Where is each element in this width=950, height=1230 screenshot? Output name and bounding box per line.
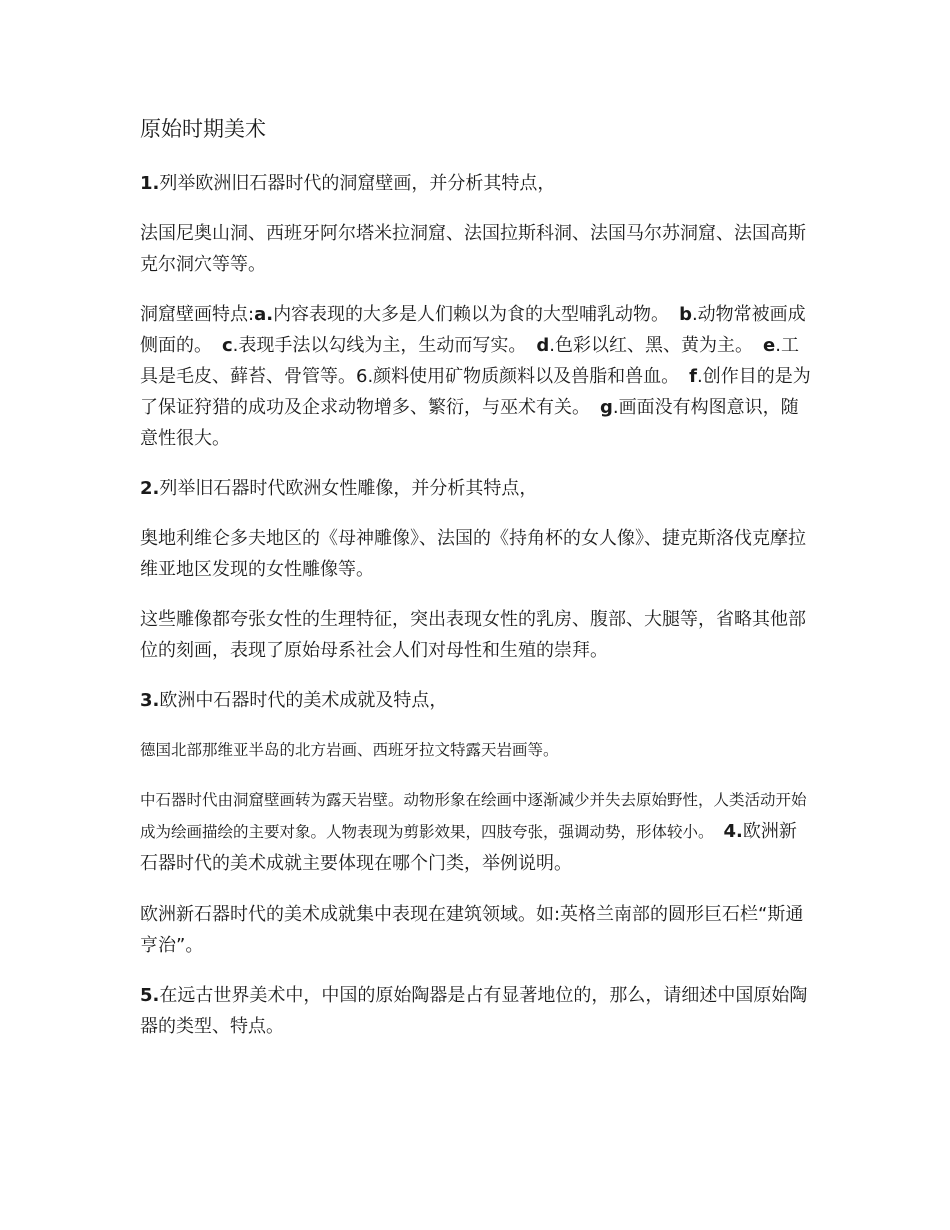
feature-f-mark: f (689, 366, 698, 387)
feature-d-mark: d (536, 335, 550, 356)
feature-d-text: .色彩以红、黑、黄为主。 (549, 335, 754, 356)
question-2-features: 这些雕像都夸张女性的生理特征，突出表现女性的乳房、腹部、大腿等，省略其他部位的刻画，表现了原始母系社会人们对母性和生殖的崇拜。 (140, 609, 806, 661)
feature-b-mark: b (679, 304, 692, 325)
question-2-text: 列举旧石器时代欧洲女性雕像，并分析其特点， (159, 478, 538, 499)
question-4-answer: 欧洲新石器时代的美术成就集中表现在建筑领域。如:英格兰南部的圆形巨石栏“斯通亨治”。 (140, 904, 804, 956)
question-3-features-text: 中石器时代由洞窟壁画转为露天岩壁。动物形象在绘画中逐渐减少并失去原始野性，人类活动开始成为绘画描绘的主要对象。人物表现为剪影效果，四肢夸张，强调动势，形体较小。 (140, 791, 807, 841)
question-1-features (140, 299, 812, 454)
question-3-number: 3. (140, 690, 160, 711)
feature-b-text: .动物常被画成侧面的。 (140, 304, 806, 356)
feature-g-text: .画面没有构图意识，随意性很大。 (140, 397, 799, 449)
question-2 (140, 473, 812, 504)
feature-c-mark: c (222, 335, 233, 356)
question-2-answer: 奥地利维仑多夫地区的《母神雕像》、法国的《持角杯的女人像》、捷克斯洛伐克摩拉维亚地区发现的女性雕像等。 (140, 528, 806, 580)
question-3-features (140, 785, 812, 880)
question-5 (140, 980, 812, 1042)
features-lead: 洞窟壁画特点: (140, 304, 255, 325)
question-1-number: 1. (140, 173, 160, 194)
question-3 (140, 685, 812, 716)
feature-a-mark: a. (254, 304, 274, 325)
feature-e-text: .工具是毛皮、藓苔、骨管等。6.颜料使用矿物质颜料以及兽脂和兽血。 (140, 335, 799, 387)
question-1-answer: 法国尼奥山洞、西班牙阿尔塔米拉洞窟、法国拉斯科洞、法国马尔苏洞窟、法国高斯克尔洞穴等等。 (140, 223, 806, 275)
question-1 (140, 168, 812, 199)
document-title: 原始时期美术 (140, 117, 266, 141)
feature-a-text: 内容表现的大多是人们赖以为食的大型哺乳动物。 (273, 304, 670, 325)
question-4-text: 欧洲新石器时代的美术成就主要体现在哪个门类，举例说明。 (140, 821, 797, 874)
feature-f-text: .创作目的是为了保证狩猎的成功及企求动物增多、繁衍，与巫术有关。 (140, 366, 811, 418)
feature-c-text: .表现手法以勾线为主，生动而写实。 (232, 335, 527, 356)
feature-g-mark: g (600, 397, 613, 418)
question-5-text: 在远古世界美术中，中国的原始陶器是占有显著地位的，那么，请细述中国原始陶器的类型、特点。 (140, 985, 808, 1037)
question-1-text: 列举欧洲旧石器时代的洞窟壁画，并分析其特点， (159, 173, 556, 194)
question-3-answer: 德国北部那维亚半岛的北方岩画、西班牙拉文特露天岩画等。 (140, 741, 559, 759)
feature-e-mark: e (763, 335, 776, 356)
question-4-number: 4. (723, 821, 743, 842)
question-2-number: 2. (140, 478, 160, 499)
question-3-text: 欧洲中石器时代的美术成就及特点， (159, 690, 448, 711)
question-5-number: 5. (140, 985, 160, 1006)
